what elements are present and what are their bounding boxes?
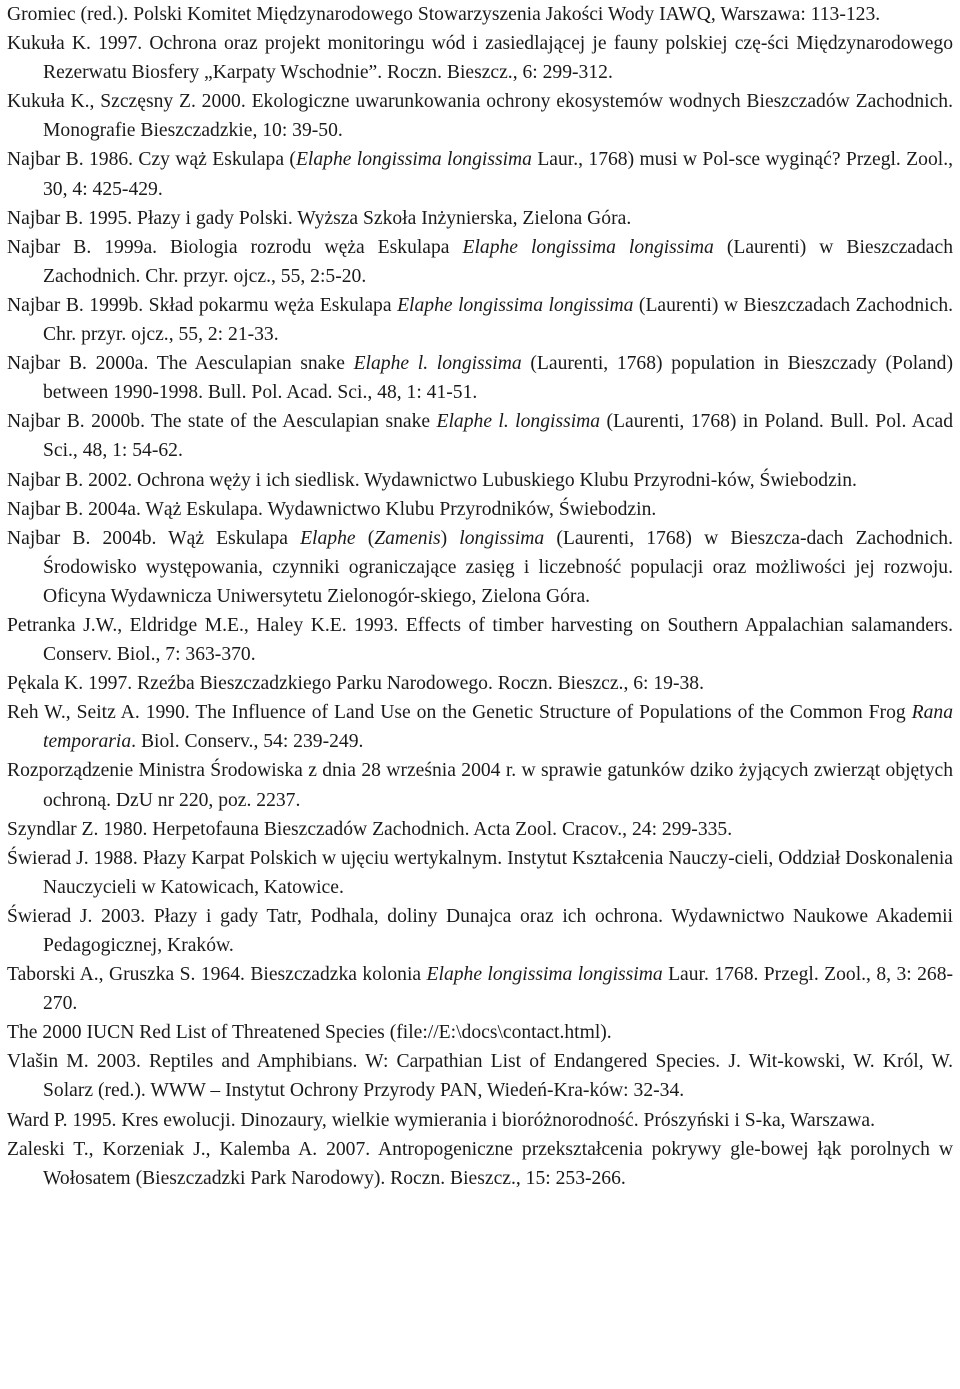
reference-text: Zaleski T., Korzeniak J., Kalemba A. 2007. Antropogeniczne przekształcenia pokrywy gle-bowej łąk porolnych w Wołosatem (Bieszczadzki Park Narodowy). Roczn. Bieszcz., 15: 253-266.	[7, 1138, 953, 1189]
reference-text: Reh W., Seitz A. 1990. The Influence of Land Use on the Genetic Structure of Populations of the Common Frog	[7, 702, 912, 724]
reference-italic-text: Rana temporaria	[43, 702, 953, 753]
reference-text: Gromiec (red.). Polski Komitet Międzynarodowego Stowarzyszenia Jakości Wody IAWQ, Warszawa: 113-123.	[7, 4, 881, 25]
reference-italic-text: Elaphe longissima longissima	[462, 236, 714, 258]
reference-text: Najbar B. 1995. Płazy i gady Polski. Wyższa Szkoła Inżynierska, Zielona Góra.	[7, 207, 632, 229]
reference-entry	[7, 349, 953, 407]
reference-entry	[7, 698, 953, 756]
reference-text: (Laurenti) w Bieszczadach Zachodnich. Chr. przyr. ojcz., 55, 2:5-20.	[43, 236, 953, 287]
reference-italic-text: Elaphe l. longissima	[353, 353, 522, 375]
reference-italic-text: Elaphe longissima longissima	[397, 294, 634, 316]
reference-text: Laur. 1768. Przegl. Zool., 8, 3: 268-270.	[43, 964, 954, 1015]
reference-text: (	[355, 527, 375, 549]
reference-entry	[7, 145, 953, 203]
reference-entry	[7, 204, 953, 233]
reference-text: (Laurenti, 1768) in Poland. Bull. Pol. Acad Sci., 48, 1: 54-62.	[43, 411, 954, 462]
reference-italic-text: longissima	[459, 527, 545, 549]
reference-entry	[7, 844, 953, 902]
reference-entry	[7, 1135, 953, 1193]
reference-entry	[7, 611, 953, 669]
reference-text: (Laurenti, 1768) w Bieszcza-dach Zachodnich. Środowisko występowania, czynniki ograniczające zasięg i liczebność populacji oraz możliwości jej rozwoju. Oficyna Wydawnicza Uniwersytetu Zielonogór-skiego, Zielona Góra.	[43, 527, 953, 607]
reference-entry	[7, 960, 953, 1018]
reference-italic-text: Zamenis	[374, 527, 441, 549]
reference-text: Kukuła K., Szczęsny Z. 2000. Ekologiczne uwarunkowania ochrony ekosystemów wodnych Bieszczadów Zachodnich. Monografie Bieszczadzkie, 10: 39-50.	[7, 91, 953, 142]
reference-text: Kukuła K. 1997. Ochrona oraz projekt monitoringu wód i zasiedlającej je fauny polskiej czę-ści Międzynarodowego Rezerwatu Biosfery „Karpaty Wschodnie”. Roczn. Bieszcz., 6: 299-312.	[7, 33, 953, 84]
reference-entry	[7, 669, 953, 698]
reference-text: Rozporządzenie Ministra Środowiska z dnia 28 września 2004 r. w sprawie gatunków dziko żyjących zwierząt objętych ochroną. DzU nr 220, poz. 2237.	[7, 760, 953, 811]
reference-italic-text: Elaphe l. longissima	[436, 411, 601, 433]
reference-entry	[7, 524, 953, 611]
reference-text: Najbar B. 2002. Ochrona węży i ich siedlisk. Wydawnictwo Lubuskiego Klubu Przyrodni-ków, Świebodzin.	[7, 469, 857, 491]
reference-entry	[7, 1018, 953, 1047]
reference-entry	[7, 233, 953, 291]
reference-entry	[7, 87, 953, 145]
reference-entry	[7, 407, 953, 465]
reference-text: Pękala K. 1997. Rzeźba Bieszczadzkiego Parku Narodowego. Roczn. Bieszcz., 6: 19-38.	[7, 673, 704, 695]
reference-text: Najbar B. 2000b. The state of the Aesculapian snake	[7, 411, 437, 433]
reference-entry	[7, 0, 953, 29]
reference-list	[7, 0, 953, 1193]
reference-entry	[7, 1106, 953, 1135]
reference-entry	[7, 815, 953, 844]
reference-entry	[7, 1047, 953, 1105]
reference-entry	[7, 29, 953, 87]
reference-text: (Laurenti) w Bieszczadach Zachodnich. Chr. przyr. ojcz., 55, 2: 21-33.	[43, 294, 954, 346]
reference-text: )	[440, 527, 460, 549]
reference-text: (Laurenti, 1768) population in Bieszczady (Poland) between 1990-1998. Bull. Pol. Acad. Sci., 48, 1: 41-51.	[43, 353, 953, 404]
reference-text: Świerad J. 1988. Płazy Karpat Polskich w ujęciu wertykalnym. Instytut Kształcenia Nauczy-cieli, Oddział Doskonalenia Nauczycieli w Katowicach, Katowice.	[7, 847, 953, 898]
reference-text: Szyndlar Z. 1980. Herpetofauna Bieszczadów Zachodnich. Acta Zool. Cracov., 24: 299-335.	[7, 818, 733, 840]
reference-text: Najbar B. 2004a. Wąż Eskulapa. Wydawnictwo Klubu Przyrodników, Świebodzin.	[7, 498, 657, 520]
reference-italic-text: Elaphe longissima longissima	[426, 964, 663, 986]
reference-entry	[7, 291, 953, 349]
reference-text: Najbar B. 1986. Czy wąż Eskulapa (	[7, 149, 296, 171]
reference-text: Petranka J.W., Eldridge M.E., Haley K.E. 1993. Effects of timber harvesting on Southern Appalachian salamanders. Conserv. Biol., 7: 363-370.	[7, 614, 953, 666]
reference-entry	[7, 495, 953, 524]
reference-entry	[7, 756, 953, 814]
reference-text: The 2000 IUCN Red List of Threatened Species (file://E:\docs\contact.html).	[7, 1022, 612, 1044]
reference-text: Najbar B. 1999b. Skład pokarmu węża Eskulapa	[7, 294, 398, 316]
reference-text: . Biol. Conserv., 54: 239-249.	[131, 731, 364, 753]
reference-text: Ward P. 1995. Kres ewolucji. Dinozaury, wielkie wymierania i bioróżnorodność. Prószyński i S-ka, Warszawa.	[7, 1109, 876, 1131]
reference-entry	[7, 902, 953, 960]
reference-text: Świerad J. 2003. Płazy i gady Tatr, Podhala, doliny Dunajca oraz ich ochrona. Wydawnictwo Naukowe Akademii Pedagogicznej, Kraków.	[7, 905, 953, 956]
reference-entry	[7, 466, 953, 495]
reference-italic-text: Elaphe	[300, 527, 356, 549]
reference-text: Taborski A., Gruszka S. 1964. Bieszczadzka kolonia	[7, 964, 427, 986]
reference-text: Laur., 1768) musi w Pol-sce wyginąć? Przegl. Zool., 30, 4: 425-429.	[43, 149, 953, 200]
reference-text: Vlašin M. 2003. Reptiles and Amphibians. W: Carpathian List of Endangered Species. J. Wit-kowski, W. Król, W. Solarz (red.). WWW – Instytut Ochrony Przyrody PAN, Wiedeń-Kra-ków: 32-34.	[7, 1051, 953, 1102]
reference-italic-text: Elaphe longissima longissima	[295, 149, 532, 171]
reference-text: Najbar B. 2004b. Wąż Eskulapa	[7, 527, 301, 549]
reference-text: Najbar B. 2000a. The Aesculapian snake	[7, 353, 354, 375]
reference-text: Najbar B. 1999a. Biologia rozrodu węża Eskulapa	[7, 236, 463, 258]
